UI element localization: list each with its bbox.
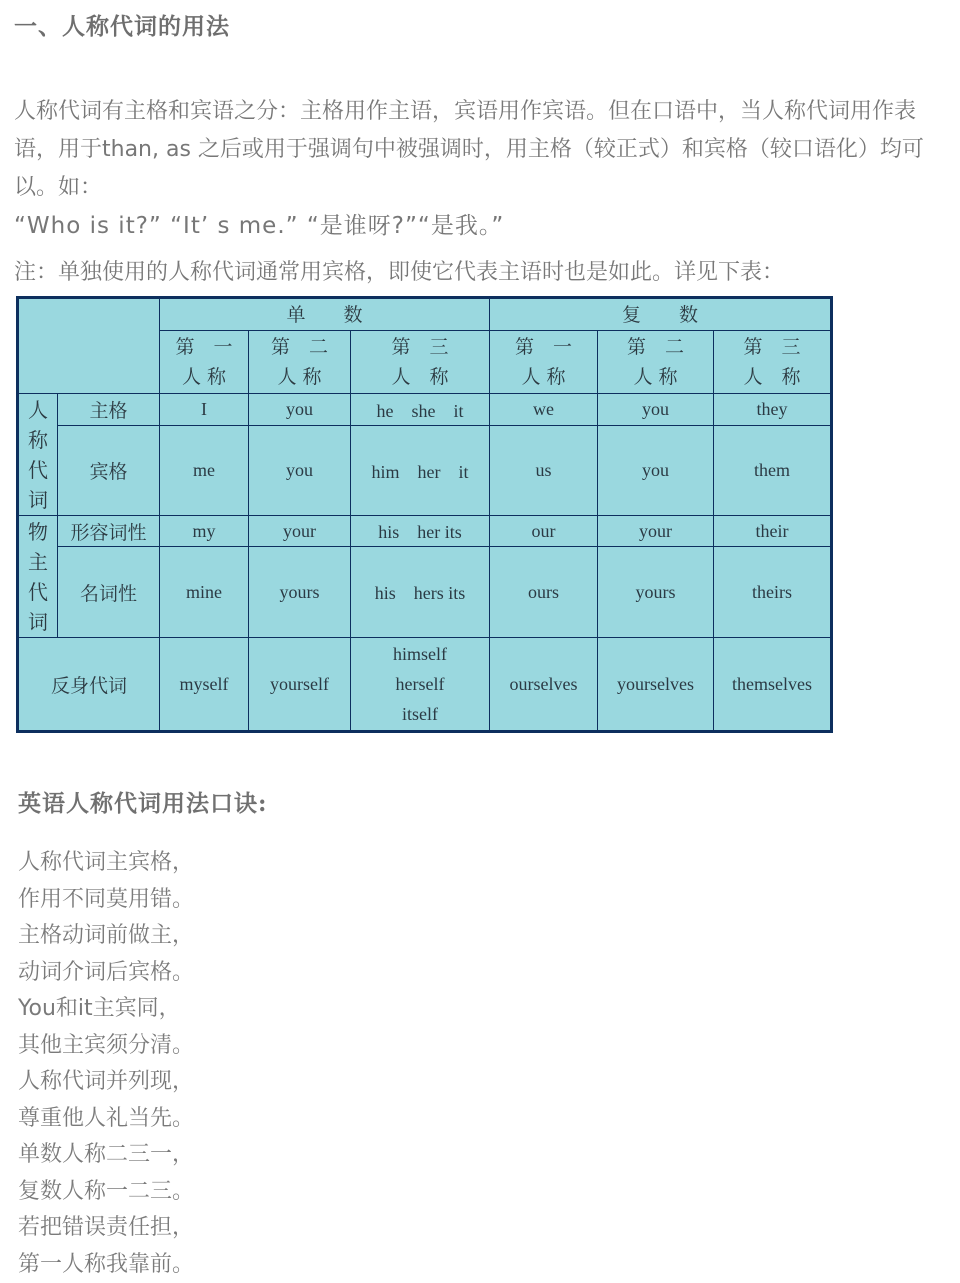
intro-text: 人称代词有主格和宾语之分：主格用作主语，宾语用作宾语。但在口语中，当人称代词用作表语，用于than, as 之后或用于强调句中被强调时，用主格（较正式）和宾格（较口语化）均可以。如： xyxy=(14,93,944,207)
table-cell: you xyxy=(598,426,714,516)
header-person xyxy=(598,331,714,394)
header-person xyxy=(249,331,351,394)
table-cell: yours xyxy=(249,547,351,638)
table-cell: his her its xyxy=(351,516,490,547)
row-label: 宾格 xyxy=(58,426,160,516)
rhyme-line: 复数人称一二三。 xyxy=(18,1174,194,1211)
row-label: 形容词性 xyxy=(58,516,160,547)
rhyme-line: 动词介词后宾格。 xyxy=(18,955,194,992)
group-personal xyxy=(18,394,58,516)
person-label: 第 三 人 称 xyxy=(744,336,801,388)
table-cell: their xyxy=(714,516,832,547)
group-possessive xyxy=(18,516,58,638)
header-person xyxy=(351,331,490,394)
note-text: 注：单独使用的人称代词通常用宾格，即使它代表主语时也是如此。详见下表： xyxy=(14,255,784,286)
corner-cell xyxy=(18,298,160,394)
rhyme-heading: 英语人称代词用法口诀: xyxy=(18,785,268,818)
table-cell: my xyxy=(160,516,249,547)
rhyme-line: 单数人称二三一， xyxy=(18,1137,194,1174)
table-cell: your xyxy=(249,516,351,547)
table-cell: me xyxy=(160,426,249,516)
table-cell: theirs xyxy=(714,547,832,638)
pronoun-table xyxy=(16,296,830,730)
table-cell: your xyxy=(598,516,714,547)
header-person xyxy=(714,331,832,394)
table-cell: we xyxy=(490,394,598,426)
row-label: 名词性 xyxy=(58,547,160,638)
header-singular: 单 数 xyxy=(160,298,490,331)
rhyme-line: 第一人称我靠前。 xyxy=(18,1247,194,1283)
reflexive-third: himself herself itself xyxy=(393,644,447,724)
table-cell: them xyxy=(714,426,832,516)
person-label: 第 二 人 称 xyxy=(271,336,328,388)
header-plural: 复 数 xyxy=(490,298,832,331)
table-cell: ours xyxy=(490,547,598,638)
person-label: 第 二 人 称 xyxy=(627,336,684,388)
table-cell xyxy=(351,638,490,732)
row-label: 主格 xyxy=(58,394,160,426)
table-cell: themselves xyxy=(714,638,832,732)
section-heading: 一、人称代词的用法 xyxy=(14,8,230,41)
table-cell: yourselves xyxy=(598,638,714,732)
table-cell: him her it xyxy=(351,426,490,516)
header-person xyxy=(490,331,598,394)
table-cell: myself xyxy=(160,638,249,732)
rhyme-line: 若把错误责任担， xyxy=(18,1210,194,1247)
table-cell: you xyxy=(249,426,351,516)
row-label-reflexive: 反身代词 xyxy=(18,638,160,732)
person-label: 第 一 人 称 xyxy=(515,336,572,388)
table-cell: ourselves xyxy=(490,638,598,732)
person-label: 第 三 人 称 xyxy=(391,336,448,388)
table-cell: mine xyxy=(160,547,249,638)
intro-paragraph xyxy=(14,93,944,207)
table-cell: I xyxy=(160,394,249,426)
header-person xyxy=(160,331,249,394)
rhyme-line: 主格动词前做主， xyxy=(18,918,194,955)
table-cell: they xyxy=(714,394,832,426)
rhyme-line: 人称代词并列现， xyxy=(18,1064,194,1101)
pronoun-table-grid xyxy=(16,296,833,733)
table-cell: his hers its xyxy=(351,547,490,638)
person-label: 第 一 人 称 xyxy=(175,336,232,388)
table-cell: our xyxy=(490,516,598,547)
rhyme-line: 人称代词主宾格， xyxy=(18,845,194,882)
table-cell: he she it xyxy=(351,394,490,426)
table-cell: us xyxy=(490,426,598,516)
table-cell: you xyxy=(598,394,714,426)
rhyme-line: 作用不同莫用错。 xyxy=(18,882,194,919)
rhyme-line: 其他主宾须分清。 xyxy=(18,1028,194,1065)
table-cell: yourself xyxy=(249,638,351,732)
rhyme-list xyxy=(18,845,194,1283)
rhyme-line: 尊重他人礼当先。 xyxy=(18,1101,194,1138)
table-cell: yours xyxy=(598,547,714,638)
group-label: 人 称 代 词 xyxy=(28,398,48,512)
rhyme-line: You和it主宾同， xyxy=(18,991,194,1028)
table-cell: you xyxy=(249,394,351,426)
example-quote: “Who is it?” “It’ s me.” “是谁呀?”“是我。” xyxy=(14,207,504,240)
group-label: 物 主 代 词 xyxy=(28,520,48,634)
